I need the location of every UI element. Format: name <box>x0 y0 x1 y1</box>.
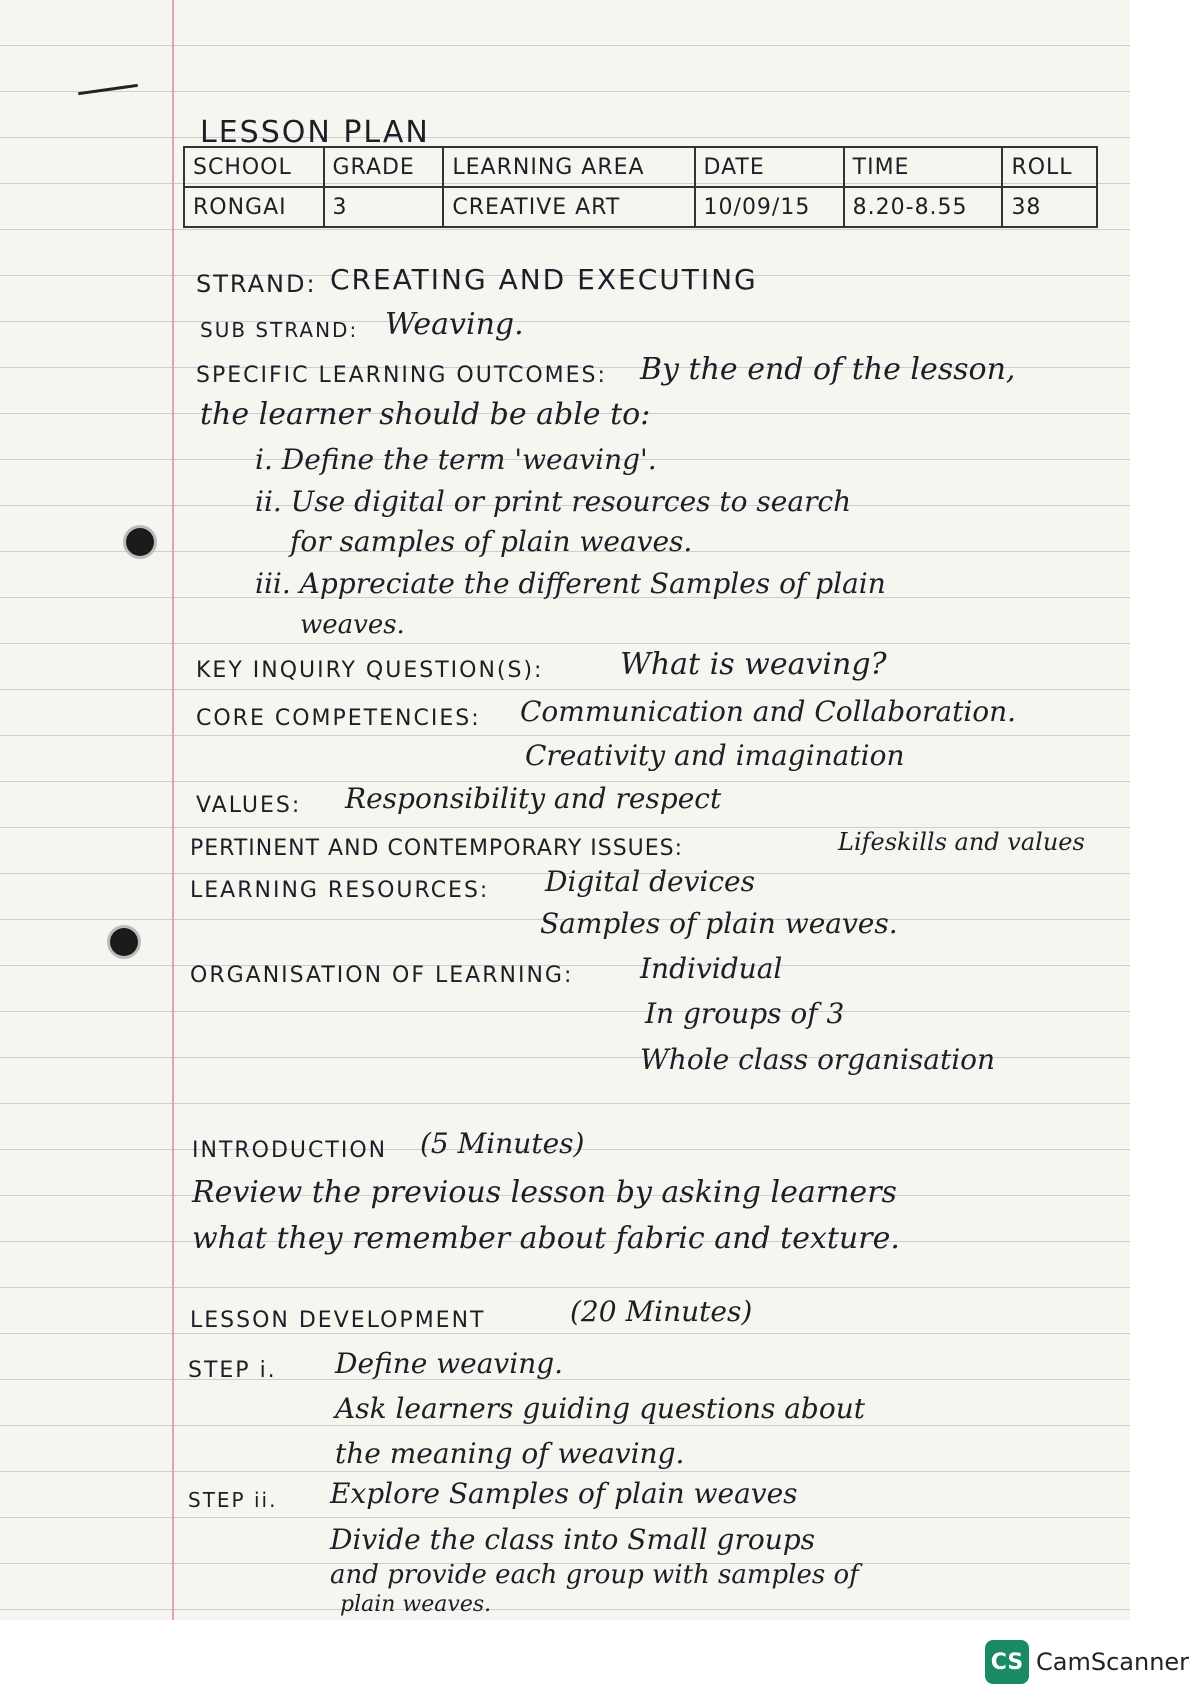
outcome-item: weaves. <box>300 610 405 640</box>
step-2-title: Explore Samples of plain weaves <box>330 1477 798 1510</box>
pertinent-value: Lifeskills and values <box>838 828 1085 856</box>
outcome-item: for samples of plain weaves. <box>290 525 693 558</box>
organisation-value: Whole class organisation <box>640 1043 996 1076</box>
introduction-line: Review the previous lesson by asking learners <box>192 1175 897 1210</box>
outcomes-intro: the learner should be able to: <box>200 397 651 432</box>
page-title: LESSON PLAN <box>200 115 430 150</box>
outcome-item: i. Define the term 'weaving'. <box>255 443 657 476</box>
organisation-value: Individual <box>640 952 783 985</box>
header-cell: TIME <box>844 147 1003 187</box>
step-2-line: Divide the class into Small groups <box>330 1523 816 1556</box>
resources-value: Digital devices <box>545 865 755 898</box>
value-cell: 8.20-8.55 <box>844 187 1003 227</box>
step-1-line: Ask learners guiding questions about <box>335 1392 865 1425</box>
camscanner-watermark: CamScanner <box>1036 1648 1190 1676</box>
step-2-line: plain weaves. <box>340 1592 492 1617</box>
header-cell: GRADE <box>324 147 444 187</box>
introduction-label: INTRODUCTION <box>192 1138 388 1163</box>
outcome-item: iii. Appreciate the different Samples of plain <box>255 567 886 600</box>
step-2-label: STEP ii. <box>188 1488 278 1512</box>
step-1-label: STEP i. <box>188 1358 277 1383</box>
value-cell: 3 <box>324 187 444 227</box>
value-cell: 10/09/15 <box>695 187 844 227</box>
binder-hole <box>126 528 154 556</box>
camscanner-logo: CS <box>985 1640 1029 1684</box>
introduction-line: what they remember about fabric and texture. <box>192 1221 900 1256</box>
values-label: VALUES: <box>196 793 302 818</box>
sub-strand-value: Weaving. <box>385 307 524 342</box>
header-row <box>184 147 1097 187</box>
value-cell: RONGAI <box>184 187 324 227</box>
core-competencies-value: Communication and Collaboration. <box>520 695 1017 728</box>
sub-strand-label: SUB STRAND: <box>200 318 359 342</box>
strand-value: CREATING AND EXECUTING <box>330 263 758 296</box>
value-cell: 38 <box>1002 187 1097 227</box>
step-2-line: and provide each group with samples of <box>330 1560 859 1590</box>
outcomes-intro: By the end of the lesson, <box>640 352 1016 387</box>
strand-label: STRAND: <box>196 270 317 298</box>
core-competencies-value: Creativity and imagination <box>525 739 905 772</box>
development-label: LESSON DEVELOPMENT <box>190 1308 486 1333</box>
outcome-item: ii. Use digital or print resources to search <box>255 485 852 518</box>
step-1-title: Define weaving. <box>335 1347 564 1380</box>
organisation-label: ORGANISATION OF LEARNING: <box>190 963 574 988</box>
value-cell: CREATIVE ART <box>443 187 694 227</box>
organisation-value: In groups of 3 <box>645 997 845 1030</box>
values-value: Responsibility and respect <box>345 782 722 815</box>
binder-hole <box>110 928 138 956</box>
pertinent-label: PERTINENT AND CONTEMPORARY ISSUES: <box>190 836 684 861</box>
key-inquiry-value: What is weaving? <box>620 647 887 682</box>
development-duration: (20 Minutes) <box>570 1295 753 1328</box>
header-cell: SCHOOL <box>184 147 324 187</box>
margin-line <box>172 0 174 1620</box>
header-table <box>183 146 1098 228</box>
pen-mark <box>78 84 138 95</box>
introduction-duration: (5 Minutes) <box>420 1127 585 1160</box>
header-cell: LEARNING AREA <box>443 147 694 187</box>
outcomes-label: SPECIFIC LEARNING OUTCOMES: <box>196 363 607 388</box>
core-competencies-label: CORE COMPETENCIES: <box>196 706 481 731</box>
resources-label: LEARNING RESOURCES: <box>190 878 490 903</box>
header-cell: ROLL <box>1002 147 1097 187</box>
header-cell: DATE <box>695 147 844 187</box>
step-1-line: the meaning of weaving. <box>335 1437 685 1470</box>
key-inquiry-label: KEY INQUIRY QUESTION(S): <box>196 658 544 683</box>
resources-value: Samples of plain weaves. <box>540 907 898 940</box>
value-row <box>184 187 1097 227</box>
